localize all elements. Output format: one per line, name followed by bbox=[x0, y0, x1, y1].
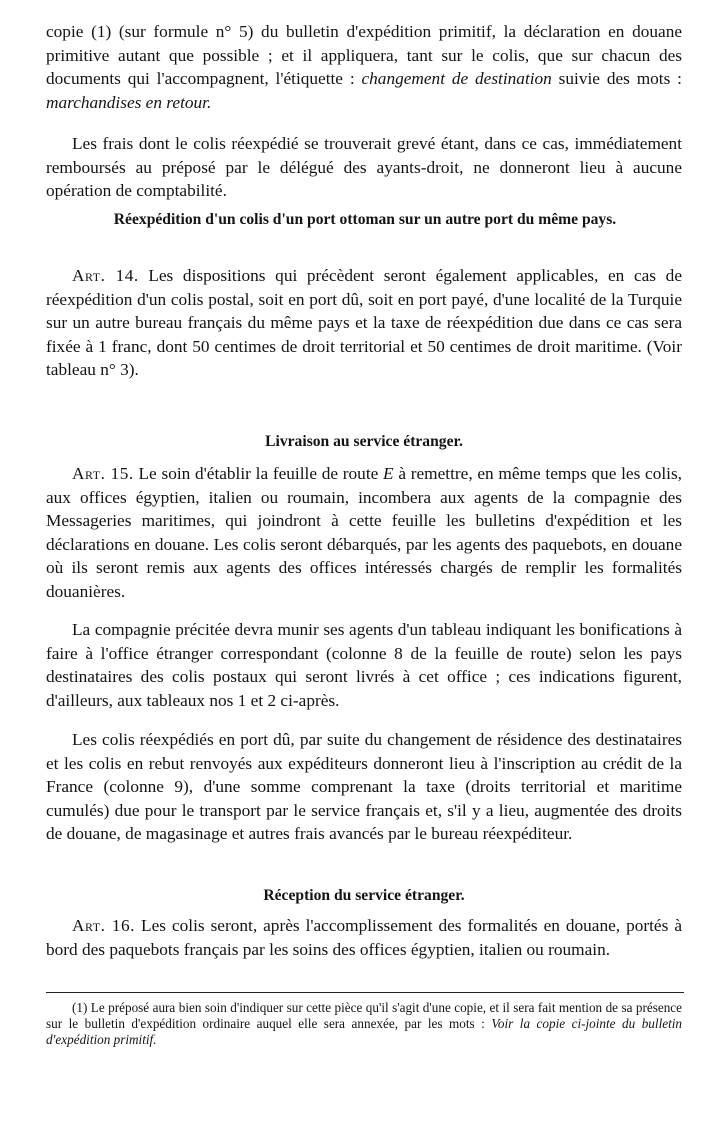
article-label: Art. 14. bbox=[72, 266, 139, 285]
article-label: Art. 15. bbox=[72, 464, 134, 483]
section-heading-reexpedition bbox=[70, 208, 660, 232]
paragraph-text: copie (1) (sur formule n° 5) du bulletin d'expédition primitif, la déclaration en douane primitive autant que possible ; et il appliquera, tant sur le colis, que sur chacun des documents qui l'accompagnent, l'étiquette : changement de destination suivie des mots : marchandises en retour. bbox=[46, 22, 682, 112]
section-heading: Livraison au service étranger. bbox=[265, 433, 463, 450]
paragraph-text: Art. 14. Les dispositions qui précèdent seront également applicables, en cas de réexpédition d'un colis postal, soit en port dû, soit en port payé, d'une localité de la Turquie sur un autre bureau français du même pays et la taxe de réexpédition due dans ce cas sera fixée à 1 franc, dont 50 centimes de droit territorial et 50 centimes de droit maritime. (Voir tableau n° 3). bbox=[46, 266, 682, 379]
footnote bbox=[46, 1000, 682, 1048]
section-heading-livraison bbox=[46, 430, 682, 454]
footnote-text: (1) Le préposé aura bien soin d'indiquer sur cette pièce qu'il s'agit d'une copie, et il sera fait mention de sa présence sur le bulletin d'expédition ordinaire auquel elle sera annexée, par les mots : Voir la copie ci-jointe du bulletin d'expédition primitif. bbox=[46, 1000, 683, 1047]
article-14 bbox=[46, 264, 682, 382]
paragraph-colis-reexpedies bbox=[46, 728, 682, 846]
paragraph-text: La compagnie précitée devra munir ses agents d'un tableau indiquant les bonifications à faire à l'office étranger correspondant (colonne 8 de la feuille de route) selon les pays destinataires des colis postaux qui seront livrés à cet office ; ces indications figurent, d'ailleurs, aux tableaux nos 1 et 2 ci-après. bbox=[46, 620, 682, 710]
section-heading: Réexpédition d'un colis d'un port ottoman sur un autre port du même pays. bbox=[113, 211, 617, 228]
article-label: Art. 16. bbox=[72, 916, 136, 935]
article-15 bbox=[46, 462, 682, 603]
paragraph-frais bbox=[46, 132, 682, 203]
paragraph-text: Art. 15. Le soin d'établir la feuille de route E à remettre, en même temps que les colis, aux offices égyptien, italien ou roumain, incombera aux agents de la compagnie des Messageries maritimes, qui joindront à cette feuille les bulletins d'expédition et les déclarations en douane. Les colis seront débarqués, par les agents des paquebots, en douane où ils seront remis aux agents des offices intéressés chargés de remplir les formalités douanières. bbox=[46, 464, 683, 601]
paragraph-text: Art. 16. Les colis seront, après l'accomplissement des formalités en douane, portés à bord des paquebots français par les soins des offices égyptien, italien ou roumain. bbox=[46, 916, 682, 959]
paragraph-text: Les frais dont le colis réexpédié se trouverait grevé étant, dans ce cas, immédiatement remboursés au préposé par le délégué des ayants-droit, ne donneront lieu à aucune opération de comptabilité. bbox=[46, 134, 682, 200]
section-heading-reception bbox=[46, 884, 682, 908]
footnote-divider bbox=[46, 992, 684, 993]
paragraph-compagnie bbox=[46, 618, 682, 712]
section-heading: Réception du service étranger. bbox=[263, 887, 465, 904]
article-16 bbox=[46, 914, 682, 961]
paragraph-copie bbox=[46, 20, 682, 114]
paragraph-text: Les colis réexpédiés en port dû, par suite du changement de résidence des destinataires et les colis en rebut renvoyés aux expéditeurs donneront lieu à l'inscription au crédit de la France (colonne 9), d'une somme comprenant la taxe (droits territorial et maritime cumulés) due pour le transport par le service français et, s'il y a lieu, augmentée des droits de douane, de magasinage et autres frais avancés par le bureau réexpéditeur. bbox=[46, 730, 682, 843]
